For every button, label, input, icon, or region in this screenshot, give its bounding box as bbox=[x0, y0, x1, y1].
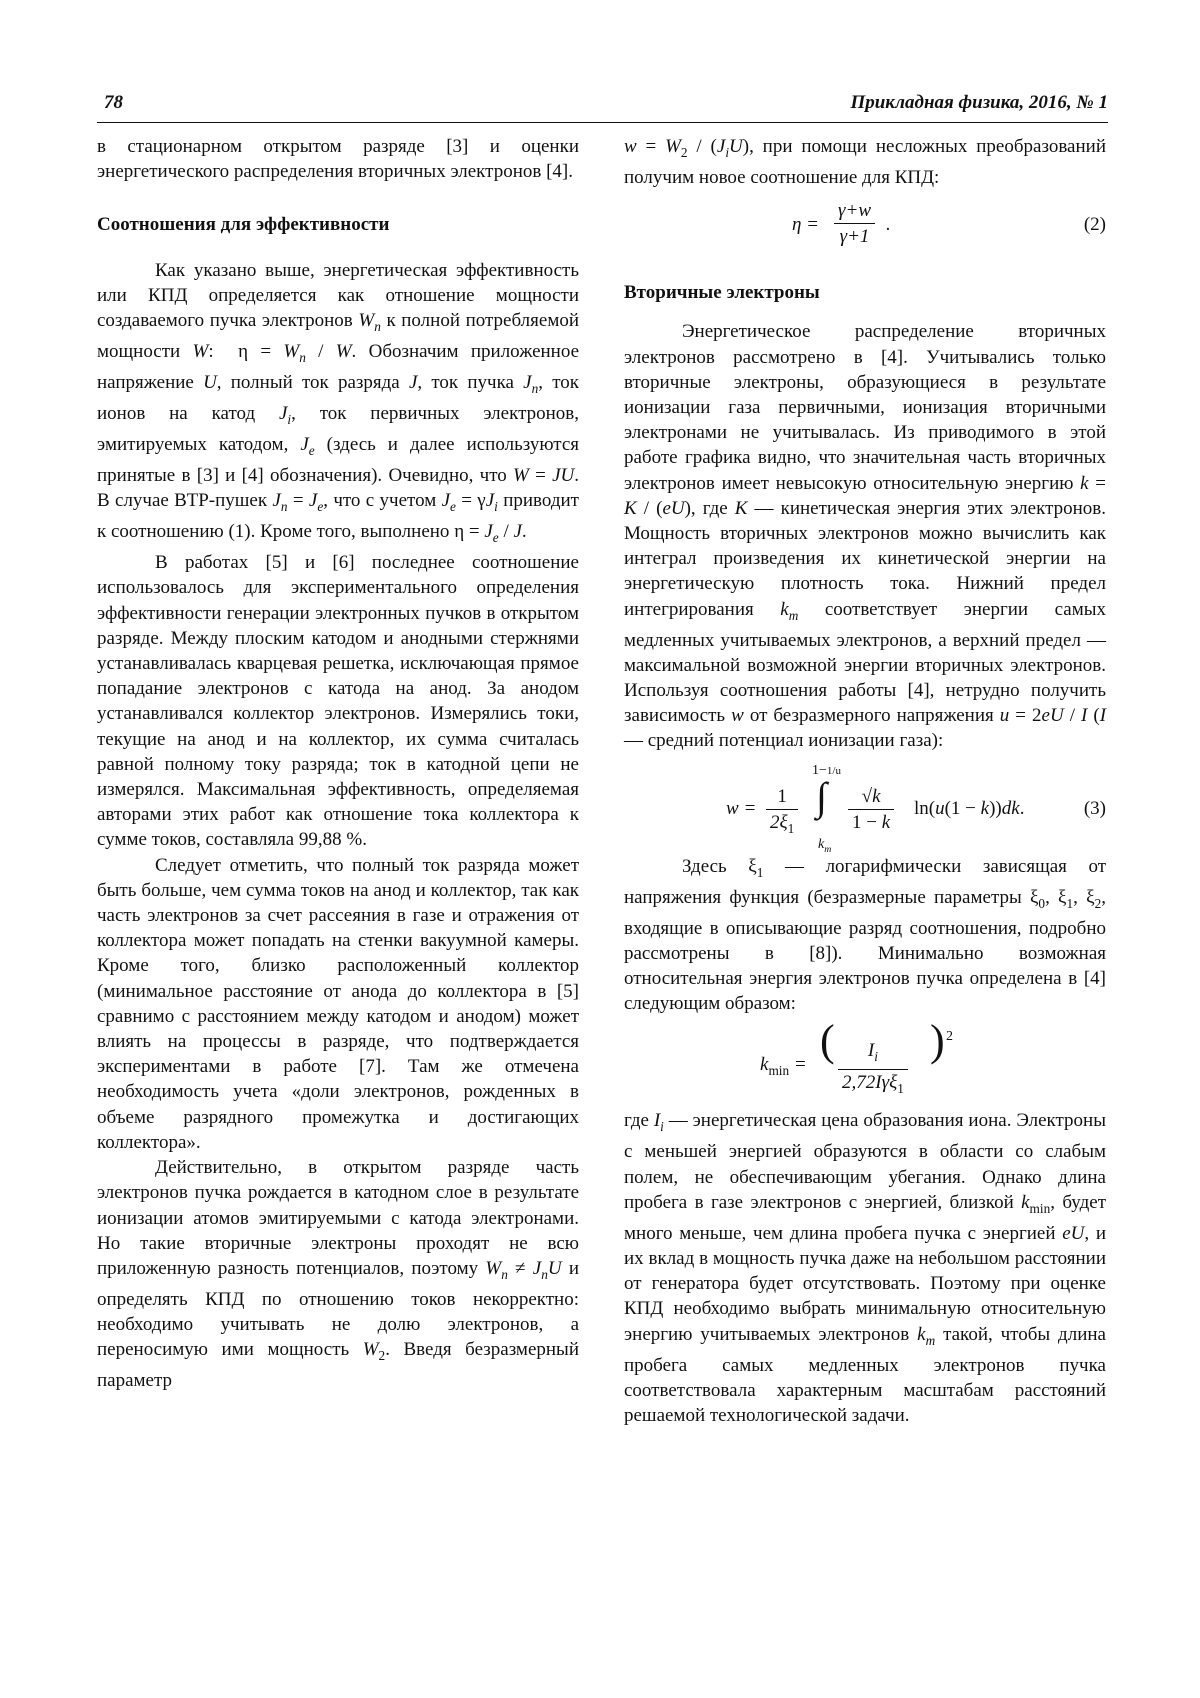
section-heading-secondary: Вторичные электроны bbox=[624, 282, 820, 304]
paragraph-efficiency-def: Как указано выше, энергетическая эффективность или КПД определяется как отношение мощности создаваемого пучка электронов $W_n$ к полной потребляемой мощности W: $\eta = W_n / W$. Обозначим приложенное напряжение U, полный ток разряда J, ток пучка $J_n$, ток ионов на катод $J_i$, ток первичных электронов, эмитируемых катодом, $J_e$ (здесь и далее используются принятые в [3] и [4] обозначения). Очевидно, что W = JU. В случае ВТР-пушек $J_n = J_e$, что с учетом $J_e = \gamma J_i$ приводит к соотношению (1). Кроме того, выполнено $\eta = J_e / J$. bbox=[97, 259, 580, 546]
left-column bbox=[97, 134, 579, 1394]
section-heading-efficiency: Соотношения для эффективности bbox=[97, 214, 390, 236]
paragraph-intro-end: в стационарном открытом разряде [3] и оценки энергетического распределения вторичных электронов [4]. bbox=[97, 136, 579, 183]
header-rule bbox=[97, 122, 1108, 123]
paragraph-secondary-electrons: Действительно, в открытом разряде часть электронов пучка рождается в катодном слое в результате ионизации атомов эмитируемыми с катода электронами. Но такие вторичные электроны проходят не всю приложенную разность потенциалов, поэтому $W_n \ne J_nU$ и определять КПД по отношению токов некорректно: необходимо учитывать не долю электронов, а переносимую ими мощность $W_2$. Введя безразмерный параметр bbox=[97, 1157, 579, 1392]
equation-kmin: $k_{min}$ = ( $I_i$ 2,72Iγξ$_1$ ) 2 bbox=[760, 1016, 953, 1097]
equation-3: w = $\frac{1}{2\xi_1}$ 1−1/u ∫ $k_m$ $\frac{√k}{1 - k}$ ln(u(1 − k))dk. (3) bbox=[726, 762, 1106, 855]
paragraph-ion-energy: где $I_i$ — энергетическая цена образования иона. Электроны с меньшей энергией образуются в области со слабым полем, не обеспечивающим убегания. Однако длина пробега в газе электронов с энергией, близкой $k_{min}$, будет много меньше, чем длина пробега пучка с энергией eU, и их вклад в мощность пучка даже на небольшом расстоянии от генератора будет отсутствовать. Поэтому при оценке КПД необходимо выбрать минимальную относительную энергию учитываемых электронов $k_m$ такой, чтобы длина пробега самых медленных электронов пучка соответствовала характерным масштабам расстояний решаемой технологической задачи. bbox=[624, 1110, 1107, 1427]
paragraph-experiments: В работах [5] и [6] последнее соотношение использовалось для экспериментального определения эффективности генерации электронных пучков в открытом разряде. Между плоским катодом и анодными стержнями устанавливалась кварцевая решетка, исключающая прямое попадание электронов с катода на анод. За анодом устанавливался коллектор электронов. Измерялись токи, текущие на анод и на коллектор, их сумма считалась равной полному току разряда; ток в катодной цепи не измерялся. Максимальная эффективность, определяемая авторами этих работ как отношение тока коллектора к сумме токов, составляла 99,88 %. bbox=[97, 552, 579, 851]
journal-title: Прикладная физика, 2016, № 1 bbox=[850, 92, 1108, 113]
equation-2: η = $\frac{\gamma+w}{\gamma+1}$ . (2) bbox=[792, 200, 1106, 248]
paragraph-energy-distribution: Энергетическое распределение вторичных электронов рассмотрено в [4]. Учитывались только вторичные электроны, образующиеся в результате ионизации газа первичными, ионизация вторичными электронами не учитывалась. Из приводимого в этой работе графика видно, что значительная часть вторичных электронов имеет невысокую относительную энергию k = K / (eU), где K — кинетическая энергия этих электронов. Мощность вторичных электронов можно вычислить как интеграл произведения их кинетической энергии на энергетическую плотность тока. Нижний предел интегрирования $k_m$ соответствует энергии самых медленных учитываемых электронов, а верхний предел — максимальной возможной энергии вторичных электронов. Используя соотношения работы [4], нетрудно получить зависимость w от безразмерного напряжения u = 2eU / I (I — средний потенциал ионизации газа): bbox=[624, 321, 1107, 752]
paragraph-total-current: Следует отметить, что полный ток разряда может быть больше, чем сумма токов на анод и коллектор, так как часть электронов за счет рассеяния в газе и отражения от коллектора может попадать на стенки вакуумной камеры. Кроме того, близко расположенный коллектор (минимальное расстояние от анода до коллектора в [5] сравнимо с расстоянием между катодом и анодом) может влиять на процессы в разряде, что подтверждается экспериментами в работе [7]. Там же отмечена необходимость учета «доли электронов, рожденных в объеме разрядного промежутка и достигающих коллектора». bbox=[97, 854, 579, 1153]
equation-3-number: (3) bbox=[1083, 797, 1106, 819]
paragraph-xi-function: Здесь $\xi_1$ — логарифмически зависящая от напряжения функция (безразмерные параметры $\xi_0$, $\xi_1$, $\xi_2$, входящие в описывающие разряд соотношения, подробно рассмотрены в [8]). Минимально возможная относительная энергия электронов пучка определена в [4] следующим образом: bbox=[624, 855, 1106, 1015]
paragraph-parameter-w: $w = W_2 / (J_iU)$, при помощи несложных преобразований получим новое соотношение для КПД: bbox=[624, 136, 1106, 188]
equation-2-number: (2) bbox=[1083, 214, 1106, 236]
page-number: 78 bbox=[104, 92, 123, 113]
right-column bbox=[624, 134, 1106, 1428]
